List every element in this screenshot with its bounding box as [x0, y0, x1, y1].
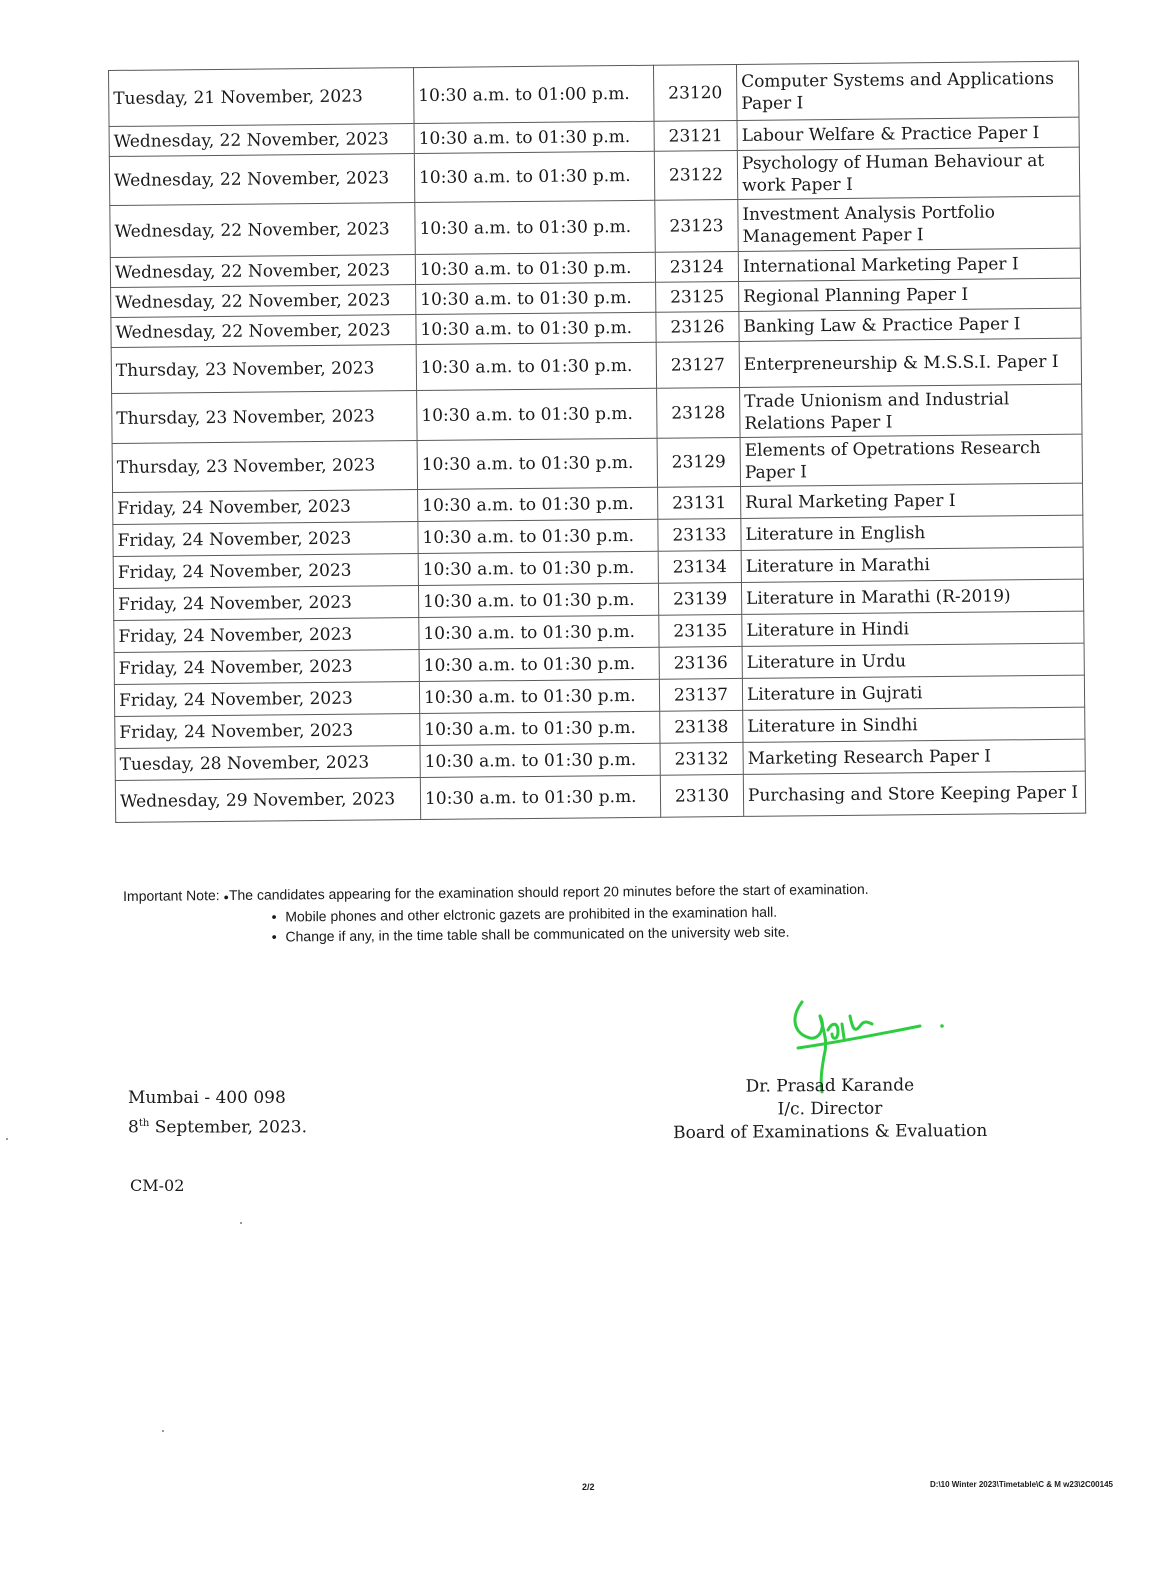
date-cell: Thursday, 23 November, 2023: [111, 345, 416, 394]
time-cell: 10:30 a.m. to 01:30 p.m.: [419, 615, 659, 649]
code-cell: 23131: [658, 486, 741, 519]
code-cell: 23138: [660, 710, 743, 743]
date-cell: Wednesday, 22 November, 2023: [109, 124, 414, 157]
time-cell: 10:30 a.m. to 01:00 p.m.: [413, 65, 654, 123]
time-cell: 10:30 a.m. to 01:30 p.m.: [420, 775, 660, 819]
timetable-sheet: [108, 61, 1085, 823]
date-cell: Friday, 24 November, 2023: [114, 650, 419, 685]
code-cell: 23136: [659, 646, 742, 679]
code-cell: 23130: [660, 774, 743, 817]
date-cell: Wednesday, 29 November, 2023: [115, 778, 420, 823]
code-cell: 23124: [655, 251, 738, 282]
code-cell: 23134: [658, 550, 741, 583]
code-cell: 23133: [658, 518, 741, 551]
signatory-name: Dr. Prasad Karande: [745, 1075, 915, 1097]
issue-date-day: 8: [128, 1117, 139, 1138]
subject-cell: Elements of Opetrations Research Paper I: [740, 434, 1082, 486]
code-cell: 23129: [657, 437, 740, 487]
date-cell: Wednesday, 22 November, 2023: [110, 203, 415, 258]
page-number: 2/2: [582, 1482, 595, 1492]
subject-cell: Trade Unionism and Industrial Relations Paper I: [740, 384, 1082, 437]
code-cell: 23139: [658, 582, 741, 615]
date-cell: Wednesday, 22 November, 2023: [111, 285, 416, 318]
code-cell: 23137: [659, 678, 742, 711]
code-cell: 23135: [659, 614, 742, 647]
time-cell: 10:30 a.m. to 01:30 p.m.: [416, 282, 656, 314]
date-cell: Friday, 24 November, 2023: [115, 714, 420, 749]
time-cell: 10:30 a.m. to 01:30 p.m.: [414, 151, 654, 202]
note-item: ● Mobile phones and other elctronic gazets are prohibited in the examination hall.: [271, 899, 1023, 926]
subject-cell: Investment Analysis Portfolio Management Paper I: [738, 196, 1080, 251]
code-cell: 23132: [660, 742, 743, 775]
subject-cell: Literature in Hindi: [742, 611, 1084, 646]
signatory-office: Board of Examinations & Evaluation: [672, 1120, 988, 1144]
date-cell: Friday, 24 November, 2023: [113, 522, 418, 557]
date-cell: Friday, 24 November, 2023: [114, 682, 419, 717]
code-cell: 23123: [655, 199, 738, 252]
time-cell: 10:30 a.m. to 01:30 p.m.: [419, 679, 659, 713]
date-cell: Wednesday, 22 November, 2023: [110, 255, 415, 288]
table-row: [110, 196, 1080, 257]
subject-cell: Labour Welfare & Practice Paper I: [737, 117, 1079, 150]
scan-speck: [6, 1138, 8, 1140]
time-cell: 10:30 a.m. to 01:30 p.m.: [420, 743, 660, 777]
subject-cell: International Marketing Paper I: [738, 248, 1080, 281]
time-cell: 10:30 a.m. to 01:30 p.m.: [418, 583, 658, 617]
issue-date-rest: September, 2023.: [149, 1117, 307, 1138]
date-cell: Wednesday, 22 November, 2023: [109, 154, 414, 206]
important-notes: [123, 877, 1024, 948]
time-cell: 10:30 a.m. to 01:30 p.m.: [419, 647, 659, 681]
time-cell: 10:30 a.m. to 01:30 p.m.: [417, 388, 657, 440]
subject-cell: Enterpreneurship & M.S.S.I. Paper I: [739, 338, 1081, 387]
exam-timetable: [108, 61, 1086, 823]
subject-cell: Purchasing and Store Keeping Paper I: [743, 771, 1085, 816]
subject-cell: Literature in Urdu: [742, 643, 1084, 678]
time-cell: 10:30 a.m. to 01:30 p.m.: [415, 200, 655, 254]
time-cell: 10:30 a.m. to 01:30 p.m.: [415, 252, 655, 284]
bullet-icon: ●: [223, 891, 229, 903]
note-item: The candidates appearing for the examination should report 20 minutes before the start of examination.: [228, 880, 869, 903]
subject-cell: Banking Law & Practice Paper I: [739, 308, 1081, 341]
subject-cell: Rural Marketing Paper I: [741, 483, 1083, 518]
subject-cell: Literature in English: [741, 515, 1083, 550]
time-cell: 10:30 a.m. to 01:30 p.m.: [420, 711, 660, 745]
date-cell: Wednesday, 22 November, 2023: [111, 315, 416, 348]
subject-cell: Marketing Research Paper I: [743, 739, 1085, 774]
code-cell: 23125: [656, 281, 739, 312]
time-cell: 10:30 a.m. to 01:30 p.m.: [416, 342, 656, 390]
code-cell: 23122: [654, 150, 737, 200]
file-path: D:\10 Winter 2023\Timetable\C & M w23\2C00145: [930, 1480, 1113, 1489]
time-cell: 10:30 a.m. to 01:30 p.m.: [418, 551, 658, 585]
signatory-title: I/c. Director: [777, 1098, 883, 1120]
time-cell: 10:30 a.m. to 01:30 p.m.: [416, 312, 656, 344]
date-cell: Friday, 24 November, 2023: [113, 554, 418, 589]
code-cell: 23120: [653, 64, 737, 121]
date-cell: Friday, 24 November, 2023: [114, 618, 419, 653]
code-cell: 23128: [657, 387, 740, 438]
signatory-block: [640, 1074, 1020, 1146]
time-cell: 10:30 a.m. to 01:30 p.m.: [417, 438, 657, 489]
table-row: [115, 771, 1085, 822]
subject-cell: Literature in Marathi (R-2019): [741, 579, 1083, 614]
reference-code: CM-02: [130, 1176, 185, 1195]
place: Mumbai - 400 098: [128, 1088, 286, 1108]
code-cell: 23127: [656, 341, 739, 388]
date-cell: Friday, 24 November, 2023: [113, 586, 418, 621]
date-cell: Friday, 24 November, 2023: [113, 490, 418, 525]
scan-speck: [240, 1222, 242, 1224]
timetable-body: [109, 61, 1086, 822]
subject-cell: Literature in Sindhi: [743, 707, 1085, 742]
date-cell: Tuesday, 28 November, 2023: [115, 746, 420, 781]
subject-cell: Regional Planning Paper I: [739, 278, 1081, 311]
scan-speck: [162, 1430, 164, 1432]
date-cell: Thursday, 23 November, 2023: [112, 441, 417, 493]
subject-cell: Computer Systems and Applications Paper I: [736, 61, 1079, 120]
date-cell: Thursday, 23 November, 2023: [112, 391, 417, 444]
code-cell: 23121: [654, 120, 737, 151]
issue-date: [128, 1111, 307, 1141]
subject-cell: Literature in Marathi: [741, 547, 1083, 582]
note-label: Important Note:: [123, 887, 224, 904]
time-cell: 10:30 a.m. to 01:30 p.m.: [418, 519, 658, 553]
code-cell: 23126: [656, 311, 739, 342]
subject-cell: Psychology of Human Behaviour at work Paper I: [737, 147, 1079, 199]
note-item: ● Change if any, in the time table shall be communicated on the university web site.: [271, 919, 1023, 946]
subject-cell: Literature in Gujrati: [742, 675, 1084, 710]
table-row: [109, 61, 1079, 126]
issue-date-suffix: th: [138, 1118, 150, 1129]
time-cell: 10:30 a.m. to 01:30 p.m.: [418, 487, 658, 521]
place-date-block: [128, 1086, 307, 1141]
date-cell: Tuesday, 21 November, 2023: [109, 68, 415, 127]
time-cell: 10:30 a.m. to 01:30 p.m.: [414, 121, 654, 153]
